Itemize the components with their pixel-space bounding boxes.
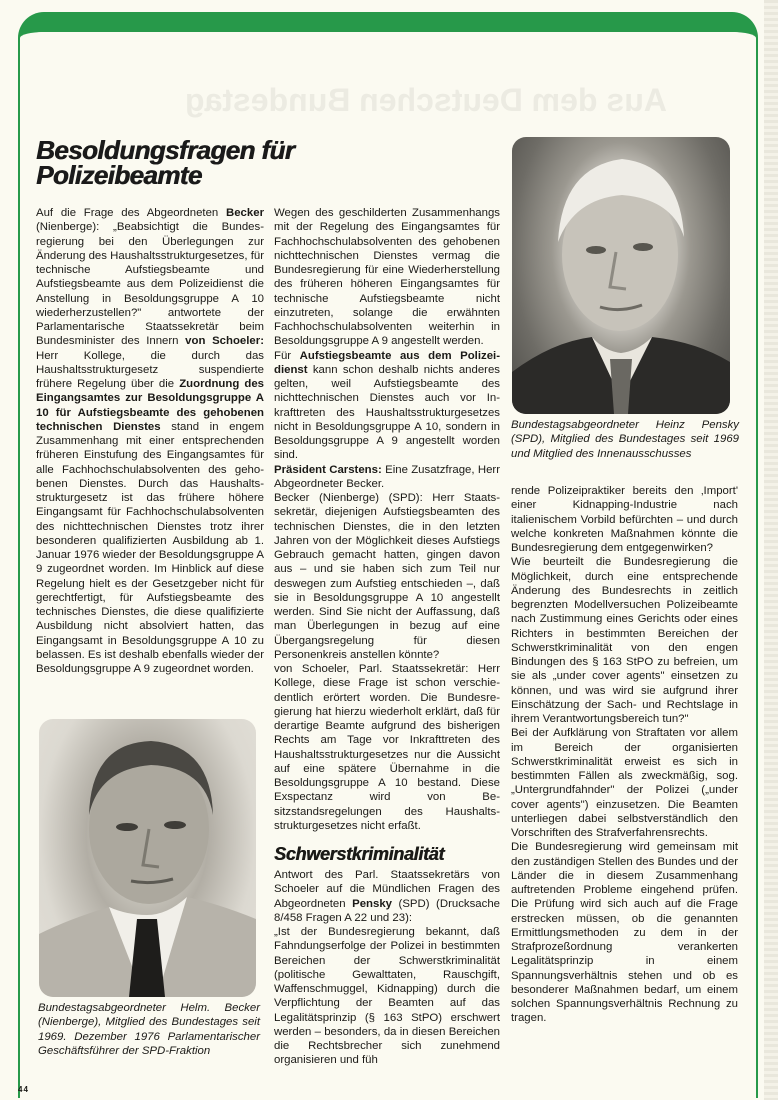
bold-emphasis: Aufstiegsbeamte aus dem Polizeidienst	[274, 349, 500, 376]
portrait-photo-pensky	[512, 137, 730, 414]
portrait-illustration	[39, 719, 256, 997]
portrait-illustration	[512, 137, 730, 414]
page-number: 44	[18, 1085, 29, 1094]
paragraph: Becker (Nienberge) (SPD): Herr Staatssekretär, diejenigen Aufstiegsbeamten des technischen Dienstes, die in den letzten Jahren von der Möglichkeit dieses Aufstiegs Gebrauch gemacht hatten, gingen davon aus – und sie haben sich zum Teil nur deswegen zum Aufstieg entschieden –, daß sie in Besoldungsgruppe A 10 angestellt werden. Sind Sie nicht der Auffassung, daß man Überlegungen in bezug auf eine Übergangsregelung für diesen Personenkreis anstellen könnte?	[274, 492, 500, 661]
paragraph: Präsident Carstens: Eine Zusatzfrage, Herr Abgeordneter Becker.	[274, 463, 500, 490]
column-1-paragraph: Auf die Frage des Abgeordneten Becker (Nienberge): „Beabsichtigt die Bundesregierung bei den Überlegungen zur Änderung des Haushaltsstrukturgesetzes, für technische Aufstiegsbeamte und Aufstiegsbeamte aus dem Polizeidienst die Anstellung in Besoldungsgruppe A 10 wiederherzustellen?" antwortete der Parlamentarische Staatssekretär beim Bundesminister des Innern von Schoeler: Herr Kollege, die durch das Haushaltsstrukturgesetz suspendierte frühere Regelung über die Zuordnung des Eingangsamtes zur Besoldungsgruppe A 10 für Aufstiegsbeamte des gehobenen technischen Dienstes stand in engem Zusammenhang mit einer entsprechenden früheren Einstufung des Eingangsamtes für alle Fachhochschulabsolventen des gehobenen Dienstes. Durch das Haushaltsstrukturgesetz ist das frühere höhere Eingangsamt für Fachhochschulabsolventen des nichttechnischen Dienstes trotz ihrer besonderen qualifizierten Ausbildung ab 1. Januar 1976 wieder der Besoldungsgruppe A 9 zugeordnet worden. Im Hinblick auf diese Regelung hielt es der Gesetzgeber nicht für gerechtfertigt, für Aufstiegsbeamte des technisches Dienstes, die diese qualifizierte Ausbildung nicht absolviert hatten, das Eingangsamt in Besoldungsgruppe A 10 zu belassen. Es ist deshalb ebenfalls wieder der Besoldungsgruppe A 9 zugeordnet worden.	[36, 207, 265, 675]
bold-emphasis: Zuordnung des Eingangsamtes zur Besoldungsgruppe A 10 für Aufstiegsbeamte des gehobenen technischen Dienstes	[36, 378, 265, 433]
page-edge	[764, 0, 778, 1100]
paragraph: „Ist der Bundesregierung bekannt, daß Fahndungserfolge der Polizei in bestimmten Bereichen der Schwerstkriminalität (politische Gewalttaten, Rauschgift, Waffenschmuggel, Kidnapping) durch die Verpflichtung der Beamten auf das Legalitätsprinzip (§ 163 StPO) erschwert werden – besonders, da in diesen Bereichen die Rechtsbrecher sich zunehmend organisieren und füh	[274, 926, 500, 1067]
name-becker: Becker	[226, 207, 264, 219]
article-column-1	[36, 206, 264, 676]
article-headline	[36, 135, 336, 190]
name-von-schoeler: von Schoeler:	[185, 335, 264, 348]
article-column-2	[274, 206, 500, 1068]
paragraph: Für Aufstiegsbeamte aus dem Polizeidienst kann schon deshalb nichts anderes gelten, weil Aufstiegsbeamte des nichttechnischen Dienstes auch vor Inkrafttreten des Haushaltsstrukturgesetzes nicht in Besoldungsgruppe A 10, sondern in Besoldungsgruppe A 9 angestellt worden sind.	[274, 349, 500, 462]
paragraph: Bei der Aufklärung von Straftaten vor allem im Bereich der organisierten Schwerstkriminalität erweist es sich in bestimmten Fällen als zweckmäßig, sog. „Untergrundfahnder" der Polizei („under cover agents") einzusetzen. Die Beamten unterliegen dabei selbstverständlich den Vorschriften des Strafverfahrensrechts.	[511, 727, 738, 839]
paragraph: Antwort des Parl. Staatssekretärs von Schoeler auf die Mündlichen Fragen des Abgeordneten Pensky (SPD) (Drucksache 8/458 Fragen A 22 und 23):	[274, 869, 500, 924]
speaker-carstens: Präsident Carstens:	[274, 463, 382, 476]
paragraph: Wie beurteilt die Bundesregierung die Möglichkeit, durch eine entsprechende Änderung des Bundesrechts in zeitlich begrenzten Modellversuchen Polizeibeamte nach Zustimmung eines Gerichts oder eines Richters in bestimmten Bereichen der Schwerstkriminalität von den engen Bindungen des § 163 StPO zu befreien, um sie als „under cover agents" einsetzen zu können, und was wird sie aufgrund ihrer Einschätzung der Sach- und Rechtslage in ihrem Verantwortungsbereich tun?"	[511, 556, 738, 725]
paragraph: Die Bundesregierung wird gemeinsam mit den zuständigen Stellen des Bundes und der Länder die in diesem Zusammenhang auftretenden Probleme eingehend prüfen. Die Prüfung wird sich auch auf die Frage erstrecken müssen, ob die genannten Ermittlungsmethoden zu dem in der Strafprozeßordnung verankerten Legalitätsprinzip in einem Spannungsverhältnis stehen und ob es besonderer Maßnahmen bedarf, um einem solchen Spannungsverhältnis Rechnung zu tragen.	[511, 841, 738, 1025]
section-heading-schwerstkriminalitaet: Schwerstkriminalität	[274, 844, 445, 864]
paragraph: von Schoeler, Parl. Staatssekretär: Herr Kollege, diese Frage ist schon verschiedentlich erörtert worden. Die Bundesregierung hat hierzu wiederholt erklärt, daß für derartige Beamte aufgrund des bisherigen Rechts am Tage vor Inkrafttreten des Haushaltsstrukturgesetzes nur die Aussicht auf eine spätere Übernahme in die Besoldungsgruppe A 10 bestand. Diese Exspectanz wird von Besitzstandsregelungen des Haushaltsstrukturgesetzes nicht erfaßt.	[274, 663, 500, 832]
bleed-through-header: Aus dem Deutschen Bundestag	[185, 82, 667, 118]
paragraph: rende Polizeipraktiker bereits den ‚Import' einer Kidnapping-Industrie nach italienischem Vorbild befürchten – und durch welche konkreten Maßnahmen könnte die Bundesregierung dem entgegenwirken?	[511, 485, 738, 554]
article-column-3	[511, 484, 738, 1026]
photo-caption-pensky: Bundestagsabgeordneter Heinz Pensky (SPD), Mitglied des Bundestages seit 1969 und Mitglied des Innenausschusses	[511, 419, 739, 460]
headline-line-1: Besoldungsfragen für	[36, 135, 295, 165]
photo-caption-becker: Bundestagsabgeordneter Helm. Becker (Nienberge), Mitglied des Bundestages seit 1969. Dezember 1976 Parlamentarischer Geschäftsführer der SPD-Fraktion	[38, 1002, 260, 1058]
portrait-photo-becker	[39, 719, 256, 997]
name-pensky: Pensky	[352, 897, 392, 910]
paragraph: Wegen des geschilderten Zusammenhangs mit der Regelung des Eingangsamtes für Fachhochschulabsolventen des gehobenen nichttechnischen Dienstes vermag die Bundesregierung für eine Wiederherstellung des früheren höheren Eingangsamtes für technische Aufstiegsbeamte nicht einzutreten, solange die erwähnten Fachhochschulabsolventen weiterhin in Besoldungsgruppe A 9 angestellt werden.	[274, 207, 500, 348]
headline-line-2: Polizeibeamte	[36, 160, 202, 190]
